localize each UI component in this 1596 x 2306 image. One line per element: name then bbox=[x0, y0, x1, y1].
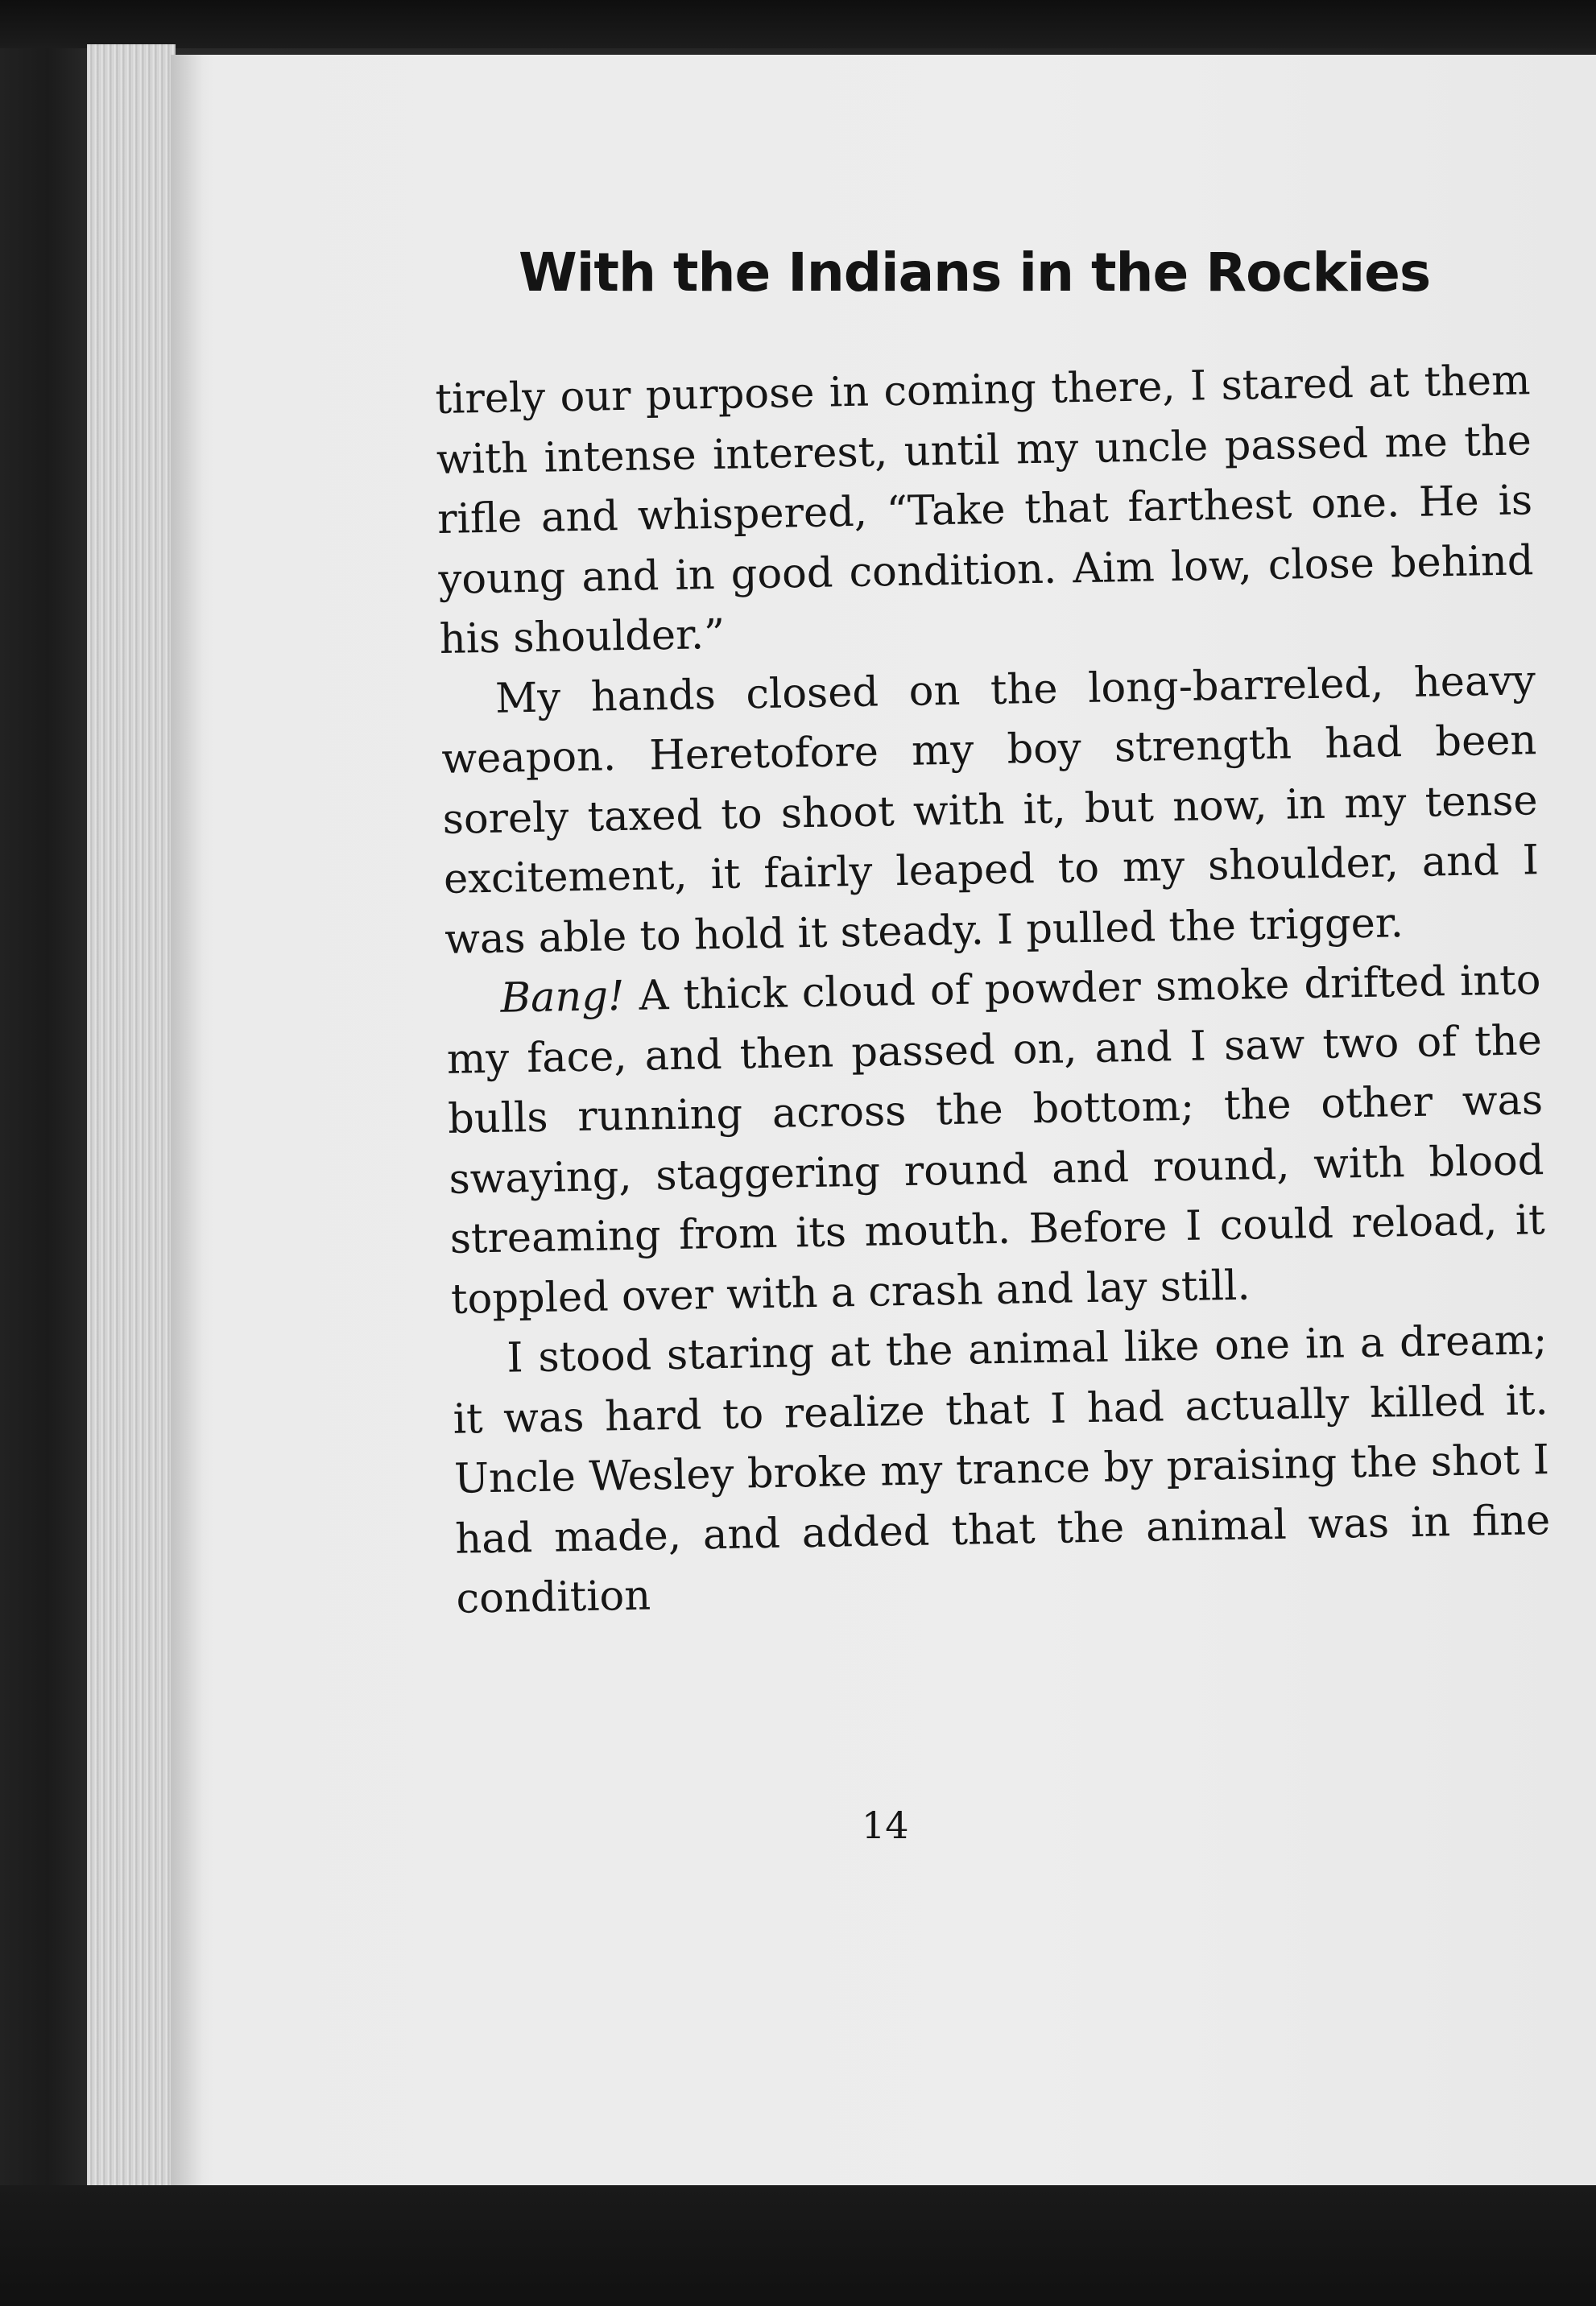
paragraph-4 bbox=[452, 1311, 1552, 1630]
page-edges bbox=[87, 44, 176, 2202]
scan-top-edge bbox=[0, 0, 1596, 48]
paragraph-3 bbox=[445, 951, 1547, 1330]
paragraph-1-text: tirely our purpose in coming there, I stared at them with intense interest, until my uncle passed me the rifle and whispered, “Take that farthest one. He is young and in good condition. Aim low, close behind his shoulder.” bbox=[435, 357, 1534, 663]
paragraph-2 bbox=[440, 651, 1540, 970]
paragraph-1 bbox=[435, 351, 1535, 670]
paragraph-3-italic-lead: Bang! bbox=[500, 973, 625, 1023]
paragraph-4-text: I stood staring at the animal like one in a dream; it was hard to realize that I had actually killed it. Uncle Wesley broke my trance by praising the shot I had made, and added that the animal was in fine condition bbox=[453, 1316, 1551, 1623]
paragraph-2-text: My hands closed on the long-barreled, heavy weapon. Heretofore my boy strength had been sorely taxed to shoot with it, but now, in my tense excitement, it fairly leaped to my shoulder, and I was able to hold it steady. I pulled the trigger. bbox=[440, 656, 1540, 964]
body-text bbox=[435, 351, 1552, 1630]
running-head: With the Indians in the Rockies bbox=[519, 242, 1431, 304]
paragraph-3-text: A thick cloud of powder smoke drifted into my face, and then passed on, and I saw two of the bulls running across the bottom; the other was swaying, staggering round and round, with blood streaming from its mouth. Before I could reload, it toppled over with a crash and lay still. bbox=[446, 957, 1546, 1324]
gutter-shadow bbox=[171, 55, 203, 2196]
page-number: 14 bbox=[862, 1804, 909, 1847]
scan-bottom-edge bbox=[0, 2185, 1596, 2306]
